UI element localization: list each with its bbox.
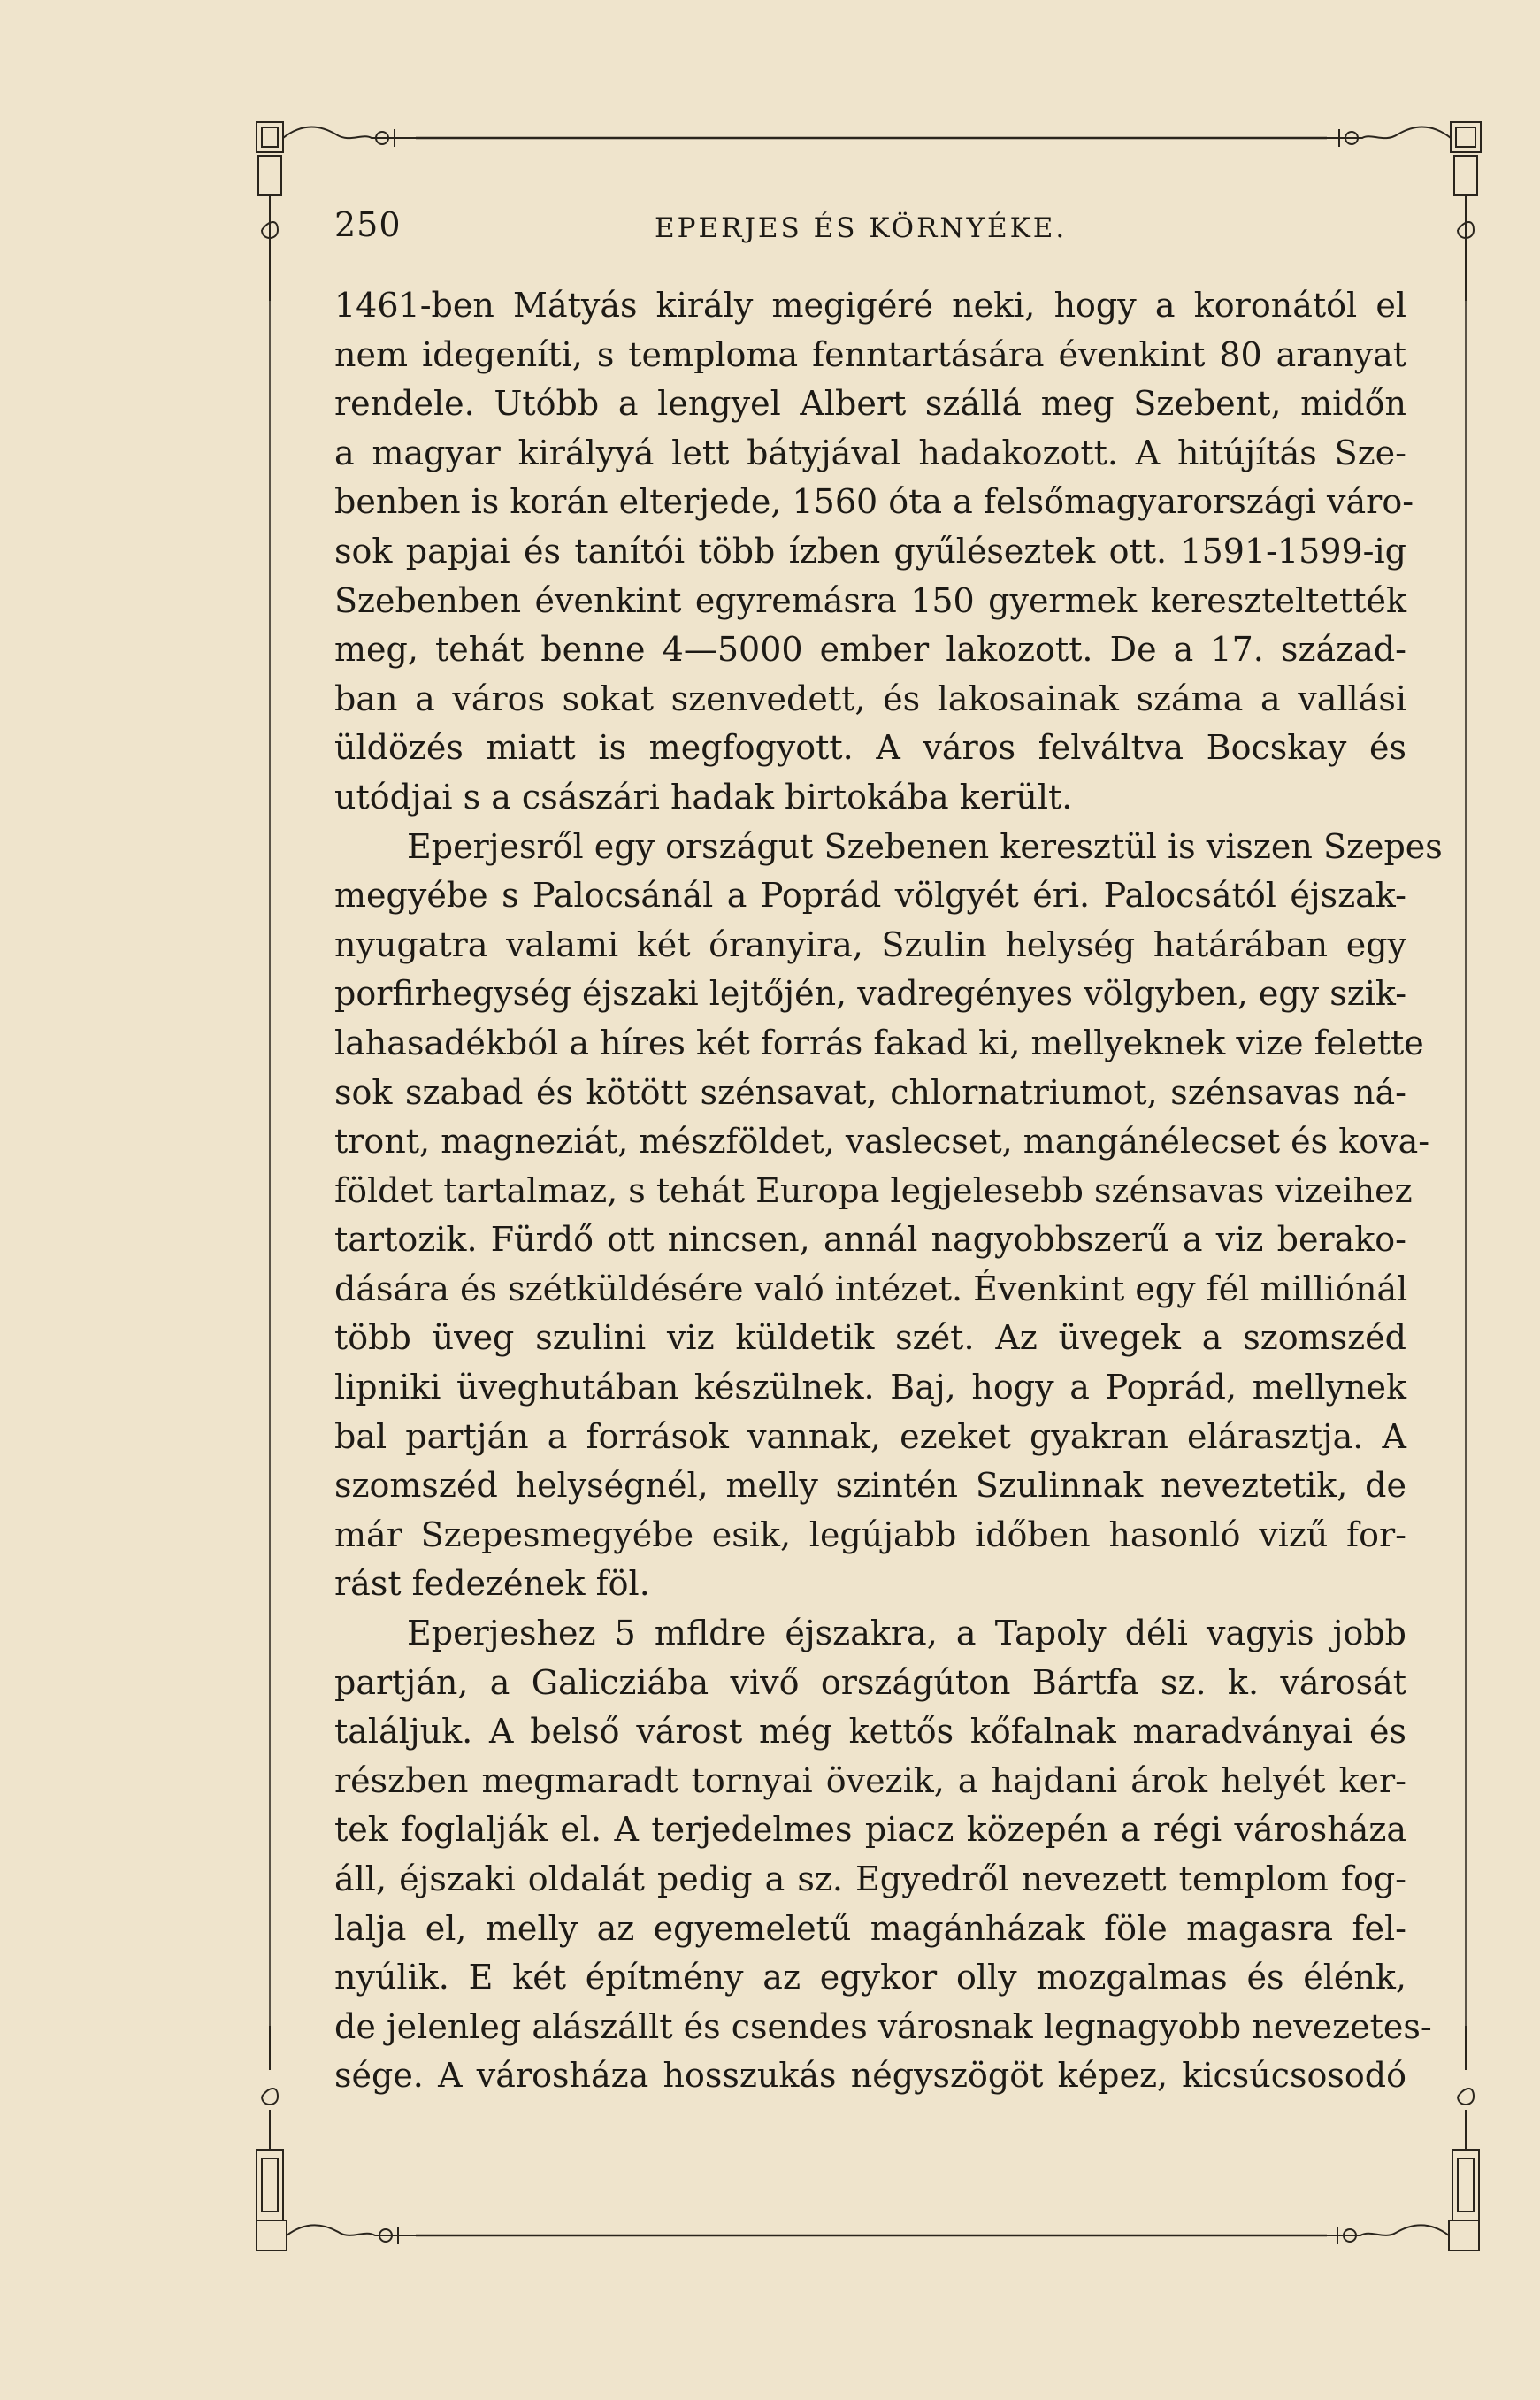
text-line: rendele. Utóbb a lengyel Albert szállá meg Szebent, midőn [334, 384, 1406, 424]
text-line: több üveg szulini viz küldetik szét. Az üvegek a szomszéd [334, 1318, 1406, 1358]
text-line: már Szepesmegyébe esik, legújabb időben hasonló vizű for- [334, 1514, 1406, 1554]
text-line: Eperjeshez 5 mfldre éjszakra, a Tapoly déli vagyis jobb [407, 1614, 1406, 1653]
text-line: ban a város sokat szenvedett, és lakosainak száma a vallási [334, 679, 1406, 718]
text-line: meg, tehát benne 4—5000 ember lakozott. De a 17. század- [334, 630, 1406, 670]
text-line: porfirhegység éjszaki lejtőjén, vadregényes völgyben, egy szik- [334, 974, 1407, 1014]
text-line: nyúlik. E két építmény az egykor olly mozgalmas és élénk, [334, 1958, 1406, 1997]
text-line: részben megmaradt tornyai övezik, a hajdani árok helyét ker- [334, 1760, 1406, 1800]
text-line: sok papjai és tanítói több ízben gyűléseztek ott. 1591-1599-ig [334, 531, 1406, 571]
text-line: partján, a Galicziába vivő országúton Bártfa sz. k. városát [334, 1662, 1406, 1702]
text-line: Eperjesről egy országut Szebenen keresztül is viszen Szepes [407, 826, 1443, 866]
text-line: nem idegeníti, s temploma fenntartására évenkint 80 aranyat [334, 334, 1406, 374]
text-line: sok szabad és kötött szénsavat, chlornatriumot, szénsavas ná- [334, 1072, 1406, 1112]
text-line: Szebenben évenkint egyremásra 150 gyermek kereszteltették [334, 580, 1406, 620]
text-line: találjuk. A belső várost még kettős kőfalnak maradványai és [334, 1712, 1406, 1752]
text-line: üldözés miatt is megfogyott. A város felváltva Bocskay és [334, 728, 1406, 768]
text-line: nyugatra valami két óranyira, Szulin helység határában egy [334, 924, 1406, 964]
text-line: rást fedezének föl. [334, 1564, 650, 1604]
text-line: lalja el, melly az egyemeletű magánházak föle magasra fel- [334, 1908, 1406, 1948]
text-line: tront, magneziát, mészföldet, vaslecset, mangánélecset és kova- [334, 1122, 1430, 1162]
body-text [334, 281, 1443, 2101]
text-line: megyébe s Palocsánál a Poprád völgyét éri. Palocsától éjszak- [334, 876, 1406, 916]
text-line: szomszéd helységnél, melly szintén Szulinnak neveztetik, de [334, 1466, 1406, 1506]
text-line: földet tartalmaz, s tehát Europa legjelesebb szénsavas vizeihez [334, 1170, 1413, 1210]
text-line: utódjai s a császári hadak birtokába került. [334, 777, 1073, 817]
running-head: EPERJES ÉS KÖRNYÉKE. [655, 212, 1068, 244]
text-line: dására és szétküldésére való intézet. Évenkint egy fél milliónál [334, 1269, 1408, 1308]
text-line: benben is korán elterjede, 1560 óta a felsőmagyarországi váro- [334, 482, 1414, 522]
text-line: lipniki üveghutában készülnek. Baj, hogy a Poprád, mellynek [334, 1368, 1406, 1407]
text-line: a magyar királyyá lett bátyjával hadakozott. A hitújítás Sze- [334, 433, 1406, 472]
text-line: tek foglalják el. A terjedelmes piacz közepén a régi városháza [334, 1810, 1406, 1850]
text-line: lahasadékból a híres két forrás fakad ki, mellyeknek vize felette [334, 1023, 1424, 1062]
text-line: sége. A városháza hosszukás négyszögöt képez, kicsúcsosodó [334, 2056, 1406, 2096]
text-line: de jelenleg alászállt és csendes városnak legnagyobb nevezetes- [334, 2006, 1432, 2046]
text-line: 1461-ben Mátyás király megigéré neki, hogy a koronától el [334, 286, 1406, 325]
text-line: tartozik. Fürdő ott nincsen, annál nagyobbszerű a viz berako- [334, 1220, 1406, 1260]
text-line: áll, éjszaki oldalát pedig a sz. Egyedről nevezett templom fog- [334, 1859, 1406, 1898]
text-line: bal partján a források vannak, ezeket gyakran elárasztja. A [334, 1416, 1406, 1456]
page-number: 250 [334, 205, 402, 244]
